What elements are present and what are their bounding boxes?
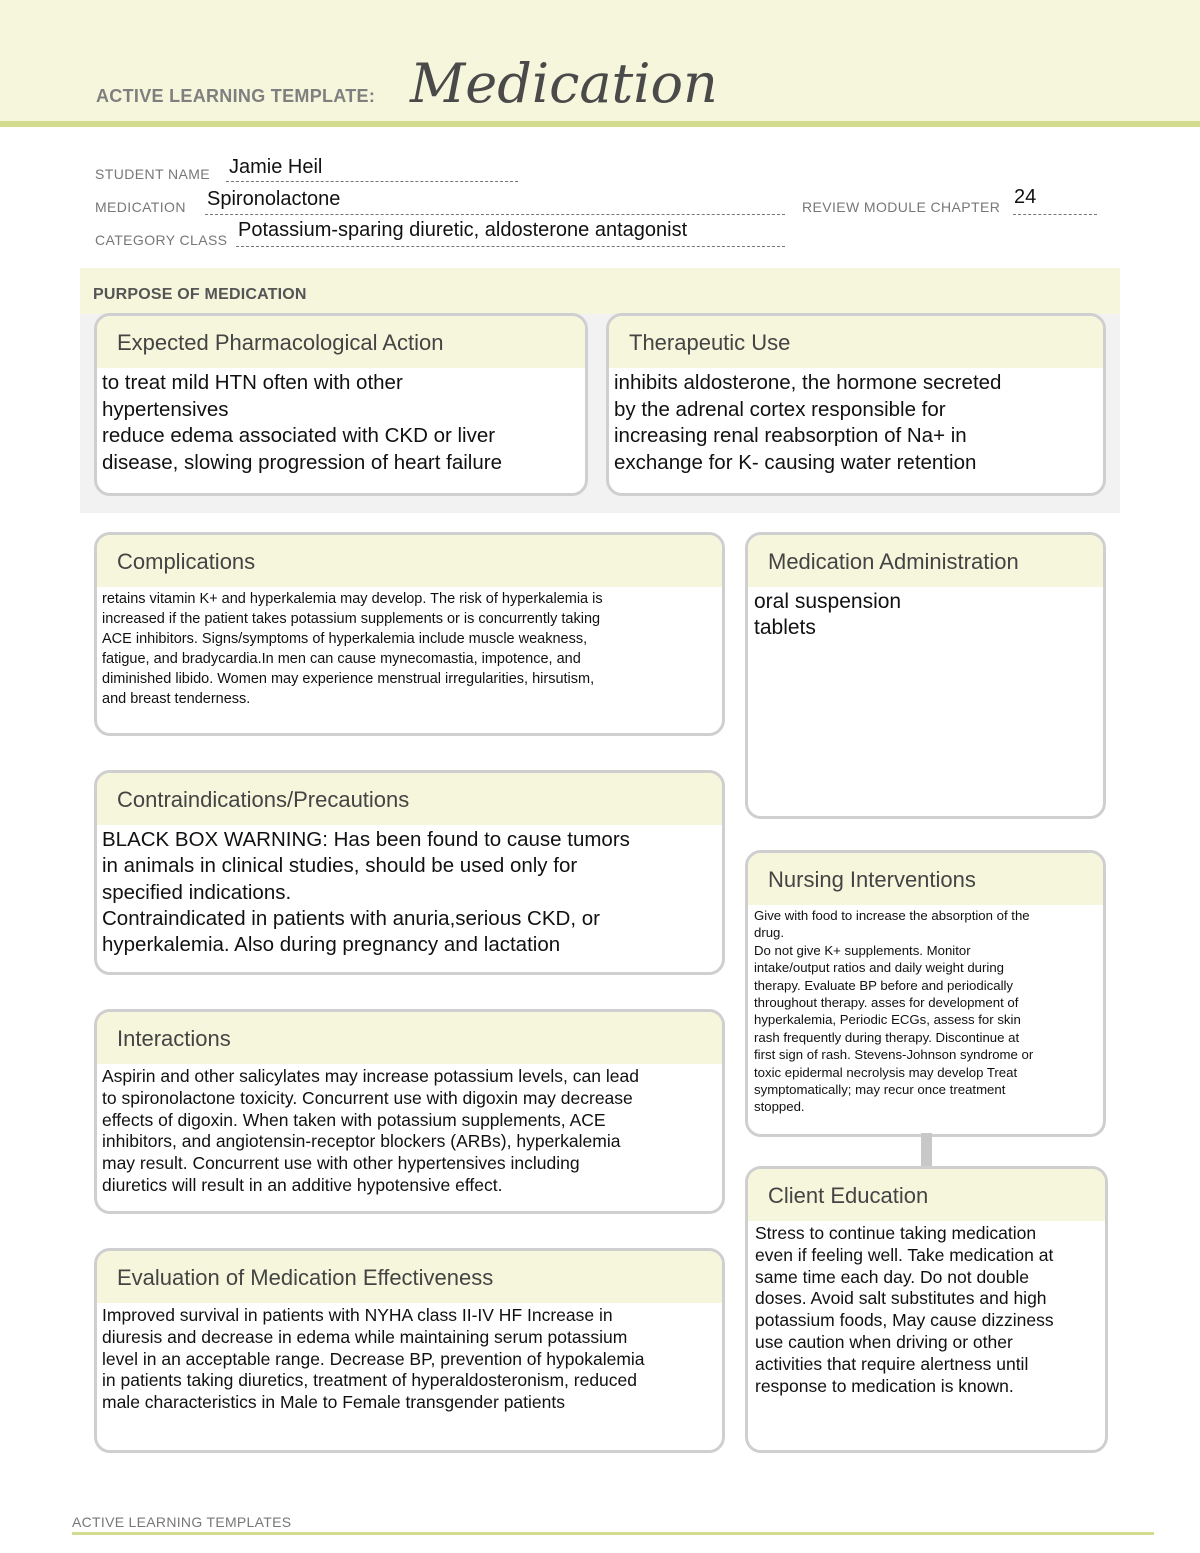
- box-connector: [921, 1133, 932, 1166]
- client-education-title: Client Education: [768, 1183, 929, 1208]
- nursing-interventions-text[interactable]: Give with food to increase the absorption of the drug. Do not give K+ supplements. Monitor intake/output ratios and daily weight during therapy. Evaluate BP before and periodically throughout therapy. asses for development of hyperkalemia, Periodic ECGs, assess for skin rash frequently during therapy. Discontinue at first sign of rash. Stevens-Johnson syndrome or toxic epidermal necrolysis may develop Treat symptomatically; may recur once treatment stopped.: [754, 908, 1034, 1115]
- interactions-header: [97, 1012, 722, 1064]
- complications-text[interactable]: retains vitamin K+ and hyperkalemia may develop. The risk of hyperkalemia is increased if the patient takes potassium supplements or is concurrently taking ACE inhibitors. Signs/symptoms of hyperkalemia include muscle weakness, fatigue, and bradycardia.In men can cause mynecomastia, impotence, and diminished libido. Women may experience menstrual irregularities, hirsutism, and breast tenderness.: [102, 591, 603, 707]
- category-class-field[interactable]: Potassium-sparing diuretic, aldosterone antagonist: [238, 219, 688, 241]
- evaluation-header: [97, 1251, 722, 1303]
- expected-action-box: [94, 313, 588, 496]
- nursing-interventions-header: [748, 853, 1103, 905]
- footer-divider: [72, 1532, 1154, 1535]
- expected-action-text[interactable]: to treat mild HTN often with other hypertensives reduce edema associated with CKD or liver disease, slowing progression of heart failure: [102, 371, 502, 474]
- evaluation-box: [94, 1248, 725, 1453]
- expected-action-title: Expected Pharmacological Action: [117, 330, 444, 355]
- expected-action-header: [97, 316, 585, 368]
- footer-label: ACTIVE LEARNING TEMPLATES: [72, 1514, 292, 1530]
- administration-box: [745, 532, 1106, 819]
- client-education-box: [745, 1166, 1108, 1453]
- student-name-field[interactable]: Jamie Heil: [229, 156, 323, 178]
- therapeutic-use-box: [606, 313, 1106, 496]
- medication-line: [205, 214, 785, 215]
- student-name-label: STUDENT NAME: [95, 166, 210, 182]
- category-class-line: [236, 246, 785, 247]
- administration-title: Medication Administration: [768, 549, 1019, 574]
- evaluation-text[interactable]: Improved survival in patients with NYHA class II-IV HF Increase in diuresis and decrease in edema while maintaining serum potassium level in an acceptable range. Decrease BP, prevention of hypokalemia in patients taking diuretics, treatment of hyperaldosteronism, reduced male characteristics in Male to Female transgender patients: [102, 1305, 645, 1413]
- evaluation-title: Evaluation of Medication Effectiveness: [117, 1265, 494, 1290]
- therapeutic-use-header: [609, 316, 1103, 368]
- student-name-line: [226, 181, 518, 182]
- medication-label: MEDICATION: [95, 199, 186, 215]
- client-education-text[interactable]: Stress to continue taking medication even if feeling well. Take medication at same time each day. Do not double doses. Avoid salt substitutes and high potassium foods, May cause dizziness use caution when driving or other activities that require alertness until response to medication is known.: [755, 1223, 1054, 1396]
- administration-text[interactable]: oral suspension tablets: [754, 590, 902, 639]
- complications-box: [94, 532, 725, 736]
- contraindications-header: [97, 773, 722, 825]
- complications-title: Complications: [117, 549, 256, 574]
- nursing-interventions-title: Nursing Interventions: [768, 867, 976, 892]
- interactions-text[interactable]: Aspirin and other salicylates may increase potassium levels, can lead to spironolactone toxicity. Concurrent use with digoxin may decrease effects of digoxin. When taken with potassium supplements, ACE inhibitors, and angiotensin-receptor blockers (ARBs), hyperkalemia may result. Concurrent use with other hypertensives including diuretics will result in an additive hypotensive effect.: [102, 1066, 639, 1195]
- category-class-label: CATEGORY CLASS: [95, 232, 228, 248]
- administration-header: [748, 535, 1103, 587]
- client-education-header: [748, 1169, 1105, 1221]
- template-label: ACTIVE LEARNING TEMPLATE:: [96, 86, 376, 106]
- purpose-label: PURPOSE OF MEDICATION: [93, 286, 307, 303]
- review-module-field[interactable]: 24: [1014, 186, 1037, 208]
- therapeutic-use-text[interactable]: inhibits aldosterone, the hormone secreted by the adrenal cortex responsible for increasing renal reabsorption of Na+ in exchange for K- causing water retention: [614, 371, 1002, 474]
- interactions-box: [94, 1009, 725, 1214]
- contraindications-box: [94, 770, 725, 975]
- review-module-label: REVIEW MODULE CHAPTER: [802, 199, 1001, 215]
- nursing-interventions-box: [745, 850, 1106, 1137]
- contraindications-title: Contraindications/Precautions: [117, 787, 410, 812]
- medication-field[interactable]: Spironolactone: [207, 188, 341, 210]
- interactions-title: Interactions: [117, 1026, 231, 1051]
- complications-header: [97, 535, 722, 587]
- review-module-line: [1013, 214, 1097, 215]
- therapeutic-use-title: Therapeutic Use: [629, 330, 791, 355]
- contraindications-text[interactable]: BLACK BOX WARNING: Has been found to cause tumors in animals in clinical studies, should be used only for specified indications. Contraindicated in patients with anuria,serious CKD, or hyperkalemia. Also during pregnancy and lactation: [102, 828, 630, 957]
- page-title: Medication: [410, 52, 718, 115]
- header-divider: [0, 121, 1200, 127]
